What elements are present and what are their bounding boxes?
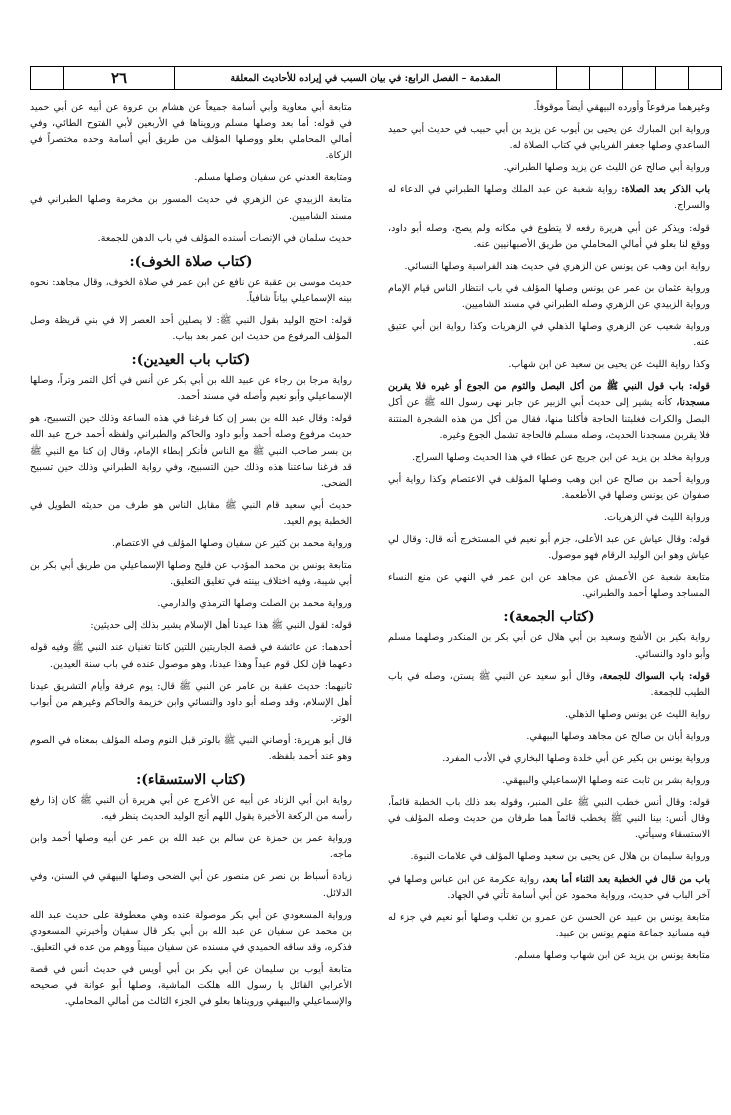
paragraph-lead: باب من قال في الخطبة بعد الثناء أما بعد، [542,873,710,885]
paragraph-text: وغيرهما مرفوعاً وأورده البيهقي أيضاً موقوفاً. [533,102,710,113]
paragraph [30,831,352,863]
paragraph [388,472,710,504]
paragraph-text: رواية بكير بن الأشج وسعيد بن أبي هلال عن أبي بكر بن المنكدر وصلهما مسلم وأبو داود والنسائي. [388,632,710,660]
header-empty-cell [557,67,590,89]
paragraph-text: متابعة يونس بن عبيد عن الحسن عن عمرو بن تغلب وصلها أبو نعيم في جزء له فيه مسانيد جماعة منهم يونس بن عبيد. [388,911,710,939]
paragraph-lead: قوله: باب السواك للجمعة، [599,670,710,682]
header-title: المقدمة – الفصل الرابع: في بيان السبب في إيراده للأحاديث المعلقة [175,67,557,89]
paragraph [388,707,710,723]
paragraph-text: كأنه يشير إلى حديث أبي الزبير عن جابر نهى رسول الله ﷺ عن أكل البصل والكرات فغلبتنا الحاجة فأكلنا منها، فقال من أكل من هذه الشجرة المنتنة فلا يقربن مسجدنا الحديث، وصله مسلم فالحاجة تشمل الجوع وغيره. [388,397,710,441]
page-number: ٢٦ [64,67,175,89]
header-empty-cell [656,67,689,89]
paragraph [388,379,710,443]
paragraph-text: ورواية ابن المبارك عن يحيى بن أيوب عن يزيد بن أبي حبيب في حديث أبي حميد الساعدي وصلها جعفر الفريابي في كتاب الصلاة له. [388,124,710,152]
page-header [30,66,722,90]
paragraph-text: أحدهما: عن عائشة في قصة الجاريتين اللتين كانتا تغنيان عند النبي ﷺ وفيه قوله دعهما فإن لكل قوم عيداً وهذا عيدنا، وهو موصول عنده في باب سنة العيدين. [30,642,352,670]
paragraph-text: ورواية أبي صالح عن الليث عن يزيد وصلها الطبراني. [503,162,710,174]
paragraph [30,275,352,307]
paragraph-text: ورواية الليث في الزهريات. [603,511,710,523]
paragraph [30,498,352,530]
paragraph-text: رواية عكرمة عن ابن عباس وصلها في آخر الباب في حديث، ورواية محمود عن أبي أسامة تأتي في الجهاد. [388,873,710,901]
paragraph [388,221,710,253]
paragraph [388,630,710,662]
paragraph-text: قوله: ويذكر عن أبي هريرة رفعه لا يتطوع في مكانه ولم يصح، وصله أبو داود، ووقع لنا بعلو في أمالي المحاملي من طريق الأصبهانيين عنه. [388,222,710,250]
header-empty-cell [31,67,64,89]
paragraph-text: متابعة أيوب بن سليمان عن أبي بكر بن أبي أويس في حديث أنس في قصة الأعرابي القائل يا رسول الله هلكت الماشية، وصلها أبو عوانة في صحيحه والإسماعيلي والبيهقي ورويناها بعلو في الجزء الثالث من أمالي المحاملي. [30,963,352,1008]
paragraph [30,596,352,612]
paragraph-text: ورواية يونس بن بكير عن أبي خلدة وصلها البخاري في الأدب المفرد. [442,753,710,764]
header-empty-cell [689,67,721,89]
paragraph [30,170,352,186]
paragraph [30,733,352,765]
paragraph-text: حديث أبي سعيد قام النبي ﷺ مقابل الناس هو طرف من حديثه الطويل في الخطبة يوم العيد. [30,499,352,527]
section-heading: (كتاب صلاة الخوف): [129,253,253,270]
paragraph [388,570,710,602]
paragraph-text: رواية شعبة عن عبد الملك وصلها الطبراني في الدعاء له والسراج. [388,184,710,212]
paragraph [388,872,710,904]
header-empty-cell [623,67,656,89]
paragraph-text: متابعة يونس بن يزيد عن ابن شهاب وصلها مسلم. [514,949,710,961]
paragraph-text: حديث سلمان في الإنصات أسنده المؤلف في باب الدهن للجمعة. [97,232,352,244]
paragraph-lead: قوله: باب قول النبي ﷺ من أكل البصل والثوم من الجوع أو غيره فلا يقربن مسجدنا، [388,381,710,409]
paragraph-text: ورواية شعيب عن الزهري وصلها الذهلي في الزهريات وكذا رواية ابن أبي عتيق عنه. [388,321,710,349]
paragraph-text: قوله: وقال عياش عن عبد الأعلى، جزم أبو نعيم في المستخرج أنه قال: وقال لي عياش وهو ابن الوليد الرقام فهو موصول. [388,534,710,562]
paragraph-text: ورواية أبان بن صالح عن مجاهد وصلها البيهقي. [526,730,710,742]
paragraph [388,532,710,564]
paragraph-text: رواية مرجا بن رجاء عن عبيد الله بن أبي بكر عن أنس في أكل التمر وتراً، وصلها الإسماعيلي وأبو نعيم وأصله في مسند أحمد. [30,375,352,403]
paragraph-text: رواية ابن أبي الزناد عن أبيه عن الأعرج عن أبي هريرة أن النبي ﷺ كان إذا رفع رأسه من الركعة الأخيرة يقول اللهم أنج الوليد الحديث ينظر فيه. [30,795,352,823]
paragraph [30,231,352,247]
paragraph [30,558,352,590]
paragraph [388,751,710,767]
paragraph-text: وقال أبو سعيد عن النبي ﷺ يستن، وصله في باب الطيب للجمعة. [388,670,710,698]
paragraph [388,910,710,942]
paragraph-text: ورواية عمر بن حمزة عن سالم بن عبد الله بن عمر عن أبيه وصلها أحمد وابن ماجه. [30,833,352,861]
paragraph [30,536,352,552]
paragraph [30,313,352,345]
paragraph [388,160,710,176]
paragraph-text: رواية الليث عن يونس وصلها الذهلي. [565,708,710,720]
paragraph [388,122,710,154]
paragraph-text: متابعة أبي معاوية وأبي أسامة جميعاً عن هشام بن عروة عن أبيه عن أبي حميد في قوله: أما بعد وصلها مسلم ورويناها في الأربعين لأبي الفتوح الطائي، وفي أمالي المحاملي بعلو ووصلها المؤلف من طريق أبي أسامة وحده مختصراً في الزكاة. [30,102,352,162]
paragraph [388,669,710,701]
paragraph [388,319,710,351]
paragraph-text: رواية ابن وهب عن يونس عن الزهري في حديث هند الفراسية وصلها النسائي. [404,260,710,272]
paragraph-text: ورواية محمد بن كثير عن سفيان وصلها المؤلف في الاعتصام. [112,537,352,549]
paragraph-text: ورواية محمد بن الصلت وصلها الترمذي والدارمي. [157,598,352,610]
paragraph-text: ومتابعة العدني عن سفيان وصلها مسلم. [194,172,352,184]
section-heading: (كتاب الجمعة): [503,609,595,626]
left-text-column [30,100,352,1016]
paragraph-text: قوله: لقول النبي ﷺ هذا عيدنا أهل الإسلام يشير بذلك إلى حديثين: [90,620,352,632]
section-heading: (كتاب باب العيدين): [131,352,251,369]
paragraph [30,640,352,672]
section-heading: (كتاب الاستسقاء): [136,772,246,789]
paragraph [30,618,352,634]
paragraph-text: زيادة أسباط بن نصر عن منصور عن أبي الضحى وصلها البيهقي في السنن، وفي الدلائل. [30,871,352,899]
paragraph [30,100,352,164]
paragraph [388,729,710,745]
paragraph-text: قوله: وقال عبد الله بن بسر إن كنا فرغنا في هذه الساعة وذلك حين التسبيح، هو حديث مرفوع وصله أحمد وأبو داود والحاكم والطبراني ولفظه أحمد خرج عبد الله بن بسر صاحب النبي ﷺ مع الناس فأنكر إبطاء الإمام، وقال إن كنا مع النبي ﷺ قد فرغنا ساعتنا هذه وذلك حين التسبيح، وفي رواية الطبراني وذلك حين تسبيح الضحى. [30,413,352,489]
paragraph-text: متابعة الزبيدي عن الزهري في حديث المسور بن مخرمة وصلها الطبراني في مسند الشاميين. [30,194,352,222]
paragraph-text: ورواية بشر بن ثابت عنه وصلها الإسماعيلي والبيهقي. [502,775,710,787]
paragraph-text: ورواية سليمان بن هلال عن يحيى بن سعيد وصلها المؤلف في علامات النبوة. [410,851,710,863]
paragraph [30,679,352,727]
paragraph [388,357,710,373]
paragraph [388,281,710,313]
paragraph-text: قال أبو هريرة: أوصاني النبي ﷺ بالوتر قبل النوم وصله المؤلف بمعناه في الصوم وهو عند أحمد بلفظه. [30,734,352,762]
paragraph-lead: باب الذكر بعد الصلاة: [621,184,710,196]
paragraph-text: متابعة يونس بن محمد المؤدب عن فليح وصلها الإسماعيلي من طريق أبي بكر بن أبي شيبة، وفيه اختلاف بينته في تغليق التعليق. [30,560,352,588]
paragraph [30,192,352,224]
paragraph [30,908,352,956]
paragraph [388,259,710,275]
header-empty-cell [590,67,623,89]
paragraph-text: ورواية المسعودي عن أبي بكر موصولة عنده وهي معطوفة على حديث عبد الله بن محمد عن سفيان عن عبد الله بن أبي بكر قال سفيان وأخبرني المسعودي فذكره، وقد ساقه الحميدي في مسنده عن سفيان مبيناً ووهم من عده في التعليق. [30,909,352,953]
paragraph [388,773,710,789]
paragraph [30,869,352,901]
paragraph-text: قوله: احتج الوليد بقول النبي ﷺ: لا يصلين أحد العصر إلا في بني قريظة وصل المؤلف المرفوع من حديث ابن عمر بعد بباب. [30,314,352,343]
paragraph [30,411,352,491]
paragraph [30,793,352,825]
paragraph [30,962,352,1010]
paragraph-text: ورواية مخلد بن يزيد عن ابن جريج عن عطاء في هذا الحديث وصلها السراج. [412,451,710,463]
paragraph-text: ورواية أحمد بن صالح عن ابن وهب وصلها المؤلف في الاعتصام وكذا رواية أبي صفوان عن يونس وصلها في الأطعمة. [388,473,710,501]
paragraph [388,100,710,116]
paragraph [388,510,710,526]
right-text-column [388,100,710,970]
paragraph [388,182,710,214]
paragraph [388,795,710,843]
paragraph [388,948,710,964]
paragraph [388,450,710,466]
paragraph-text: قوله: وقال أنس خطب النبي ﷺ على المنبر، وقوله بعد ذلك باب الخطبة قائماً، وقال أنس: بينا النبي ﷺ يخطب قائماً هما طرفان من حديث وصله المؤلف في الاستسقاء وسيأتي. [388,797,710,841]
paragraph-text: حديث موسى بن عقبة عن نافع عن ابن عمر في صلاة الخوف، وقال مجاهد: نحوه بينه الإسماعيلي بياناً شافياً. [30,276,352,304]
paragraph-text: ثانيهما: حديث عقبة بن عامر عن النبي ﷺ قال: يوم عرفة وأيام التشريق عيدنا أهل الإسلام، وقد وصله أبو داود والنسائي وابن خزيمة والحاكم وغيرهم من أبواب الوتر. [30,680,352,724]
paragraph-text: متابعة شعبة عن الأعمش عن مجاهد عن ابن عمر في النهي عن منع النساء المساجد وصلها أحمد والطبراني. [388,572,710,600]
paragraph [388,849,710,865]
paragraph-text: وكذا رواية الليث عن يحيى بن سعيد عن ابن شهاب. [508,359,710,371]
paragraph-text: ورواية عثمان بن عمر عن يونس وصلها المؤلف في باب انتظار الناس قيام الإمام ورواية الزبيدي عن الزهري وصله الطبراني في مسند الشاميين. [388,282,710,310]
paragraph [30,373,352,405]
